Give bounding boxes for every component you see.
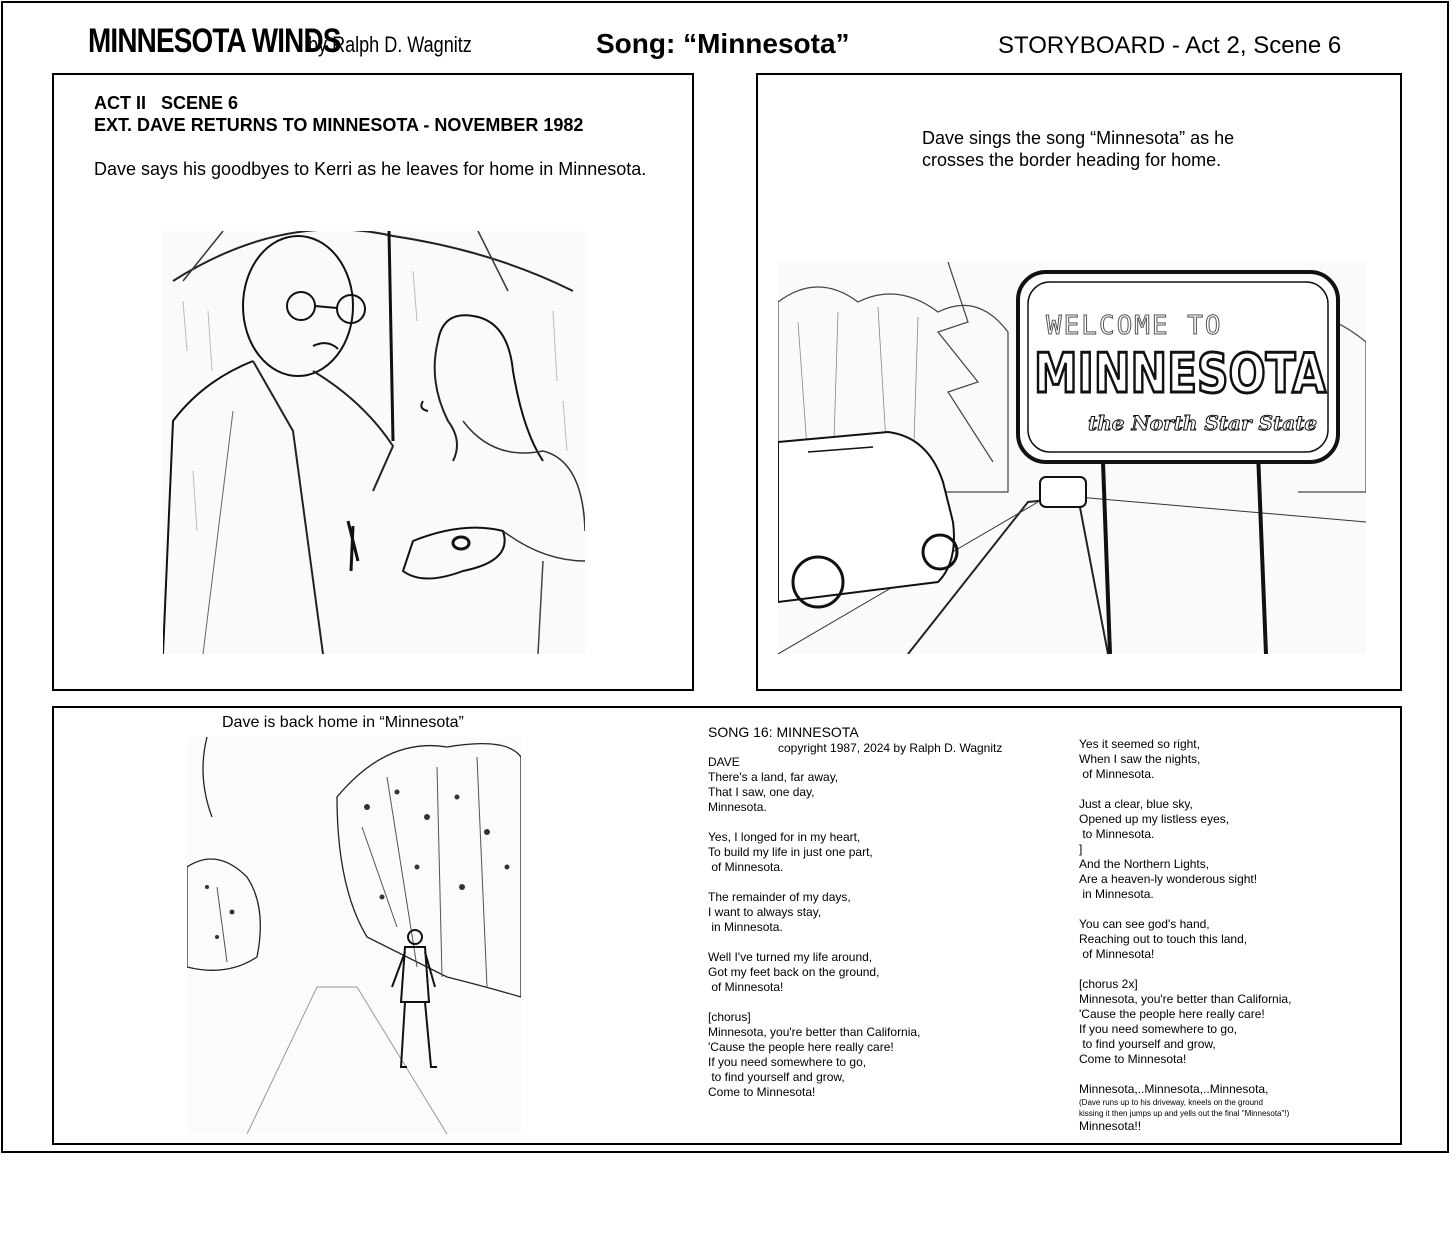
stage-direction: (Dave runs up to his driveway, kneels on the ground bbox=[1079, 1098, 1263, 1107]
lyric-line: There's a land, far away, bbox=[708, 770, 839, 784]
lyric-line: If you need somewhere to go, bbox=[1079, 1022, 1238, 1036]
sign-state-text: MINNESOTA bbox=[1034, 342, 1327, 405]
lyric-line bbox=[708, 815, 920, 830]
song-heading: SONG 16: MINNESOTA bbox=[708, 724, 859, 740]
lyric-line: Minnesota, you're better than California, bbox=[708, 1025, 921, 1039]
lyrics-column-2 bbox=[1079, 737, 1291, 1134]
song-copyright: copyright 1987, 2024 by Ralph D. Wagnitz bbox=[778, 741, 1003, 755]
lyric-line: ] bbox=[1079, 842, 1083, 856]
final-lyric-line: Minnesota!! bbox=[1079, 1119, 1142, 1133]
lyric-line: of Minnesota. bbox=[1079, 767, 1155, 781]
song-title: Song: “Minnesota” bbox=[596, 28, 850, 59]
lyric-line: in Minnesota. bbox=[708, 920, 783, 934]
panel-1-description: Dave says his goodbyes to Kerri as he leaves for home in Minnesota. bbox=[94, 159, 647, 179]
lyric-line: to find yourself and grow, bbox=[1079, 1037, 1216, 1051]
panel-2-description: Dave sings the song “Minnesota” as he crosses the border heading for home. bbox=[922, 128, 1235, 170]
lyric-line: And the Northern Lights, bbox=[1079, 857, 1210, 871]
lyric-line: Reaching out to touch this land, bbox=[1079, 932, 1248, 946]
lyric-line: I want to always stay, bbox=[708, 905, 822, 919]
lyric-line bbox=[1079, 1067, 1291, 1082]
goodbye-sketch-image bbox=[163, 231, 585, 654]
stage-direction: kissing it then jumps up and yells out the final "Minnesota"!) bbox=[1079, 1109, 1290, 1118]
storyboard-panel-3 bbox=[52, 706, 1402, 1145]
lyric-line: That I saw, one day, bbox=[708, 785, 815, 799]
lyric-line bbox=[1079, 962, 1291, 977]
lyrics-column-1 bbox=[708, 755, 920, 1100]
lyric-line: to find yourself and grow, bbox=[708, 1070, 845, 1084]
sign-slogan-text: the North Star State bbox=[1088, 411, 1318, 435]
lyric-line: Come to Minnesota! bbox=[1079, 1052, 1187, 1066]
storyboard-panel-2 bbox=[756, 73, 1402, 691]
lyric-line: Minnesota,..Minnesota,..Minnesota, bbox=[1079, 1082, 1269, 1096]
lyric-line: 'Cause the people here really care! bbox=[1079, 1007, 1265, 1021]
lyric-line: of Minnesota. bbox=[708, 860, 784, 874]
lyric-line: The remainder of my days, bbox=[708, 890, 851, 904]
lyric-line bbox=[708, 935, 920, 950]
lyric-line bbox=[1079, 902, 1291, 917]
play-title: MINNESOTA WINDS bbox=[88, 22, 341, 60]
lyric-line: You can see god's hand, bbox=[1079, 917, 1210, 931]
lyric-line: Opened up my listless eyes, bbox=[1079, 812, 1230, 826]
lyric-line: [chorus 2x] bbox=[1079, 977, 1138, 991]
act-scene-line: ACT II SCENE 6 bbox=[94, 93, 239, 113]
lyric-line: To build my life in just one part, bbox=[708, 845, 873, 859]
sign-welcome-text: WELCOME TO bbox=[1046, 311, 1223, 341]
lyric-line: Just a clear, blue sky, bbox=[1079, 797, 1193, 811]
lyric-line: of Minnesota! bbox=[1079, 947, 1155, 961]
lyric-line: Minnesota, you're better than California, bbox=[1079, 992, 1292, 1006]
panel-3-caption: Dave is back home in “Minnesota” bbox=[222, 714, 464, 731]
lyric-line: Yes it seemed so right, bbox=[1079, 737, 1200, 751]
lyric-line: If you need somewhere to go, bbox=[708, 1055, 867, 1069]
author-byline: by Ralph D. Wagnitz bbox=[308, 32, 472, 57]
lyric-line bbox=[1079, 782, 1291, 797]
lyric-line: Got my feet back on the ground, bbox=[708, 965, 880, 979]
lyric-line: in Minnesota. bbox=[1079, 887, 1154, 901]
lyric-line: Come to Minnesota! bbox=[708, 1085, 816, 1099]
lyric-line: [chorus] bbox=[708, 1010, 751, 1024]
lyric-line: When I saw the nights, bbox=[1079, 752, 1201, 766]
lyric-line: 'Cause the people here really care! bbox=[708, 1040, 894, 1054]
lyric-line: of Minnesota! bbox=[708, 980, 784, 994]
border-sign-sketch-image bbox=[778, 262, 1366, 654]
scene-heading bbox=[94, 92, 583, 136]
lyric-line: Are a heaven-ly wonderous sight! bbox=[1079, 872, 1258, 886]
lyric-line: to Minnesota. bbox=[1079, 827, 1155, 841]
storyboard-label: STORYBOARD - Act 2, Scene 6 bbox=[998, 32, 1342, 59]
lyric-line: Minnesota. bbox=[708, 800, 767, 814]
back-home-sketch-image bbox=[187, 737, 521, 1134]
lyric-line: Well I've turned my life around, bbox=[708, 950, 873, 964]
lyric-line bbox=[708, 875, 920, 890]
lyric-line: DAVE bbox=[708, 755, 740, 769]
lyric-line bbox=[708, 995, 920, 1010]
lyric-line: Yes, I longed for in my heart, bbox=[708, 830, 861, 844]
ext-line: EXT. DAVE RETURNS TO MINNESOTA - NOVEMBER 1982 bbox=[94, 115, 584, 135]
storyboard-panel-1 bbox=[52, 73, 694, 691]
